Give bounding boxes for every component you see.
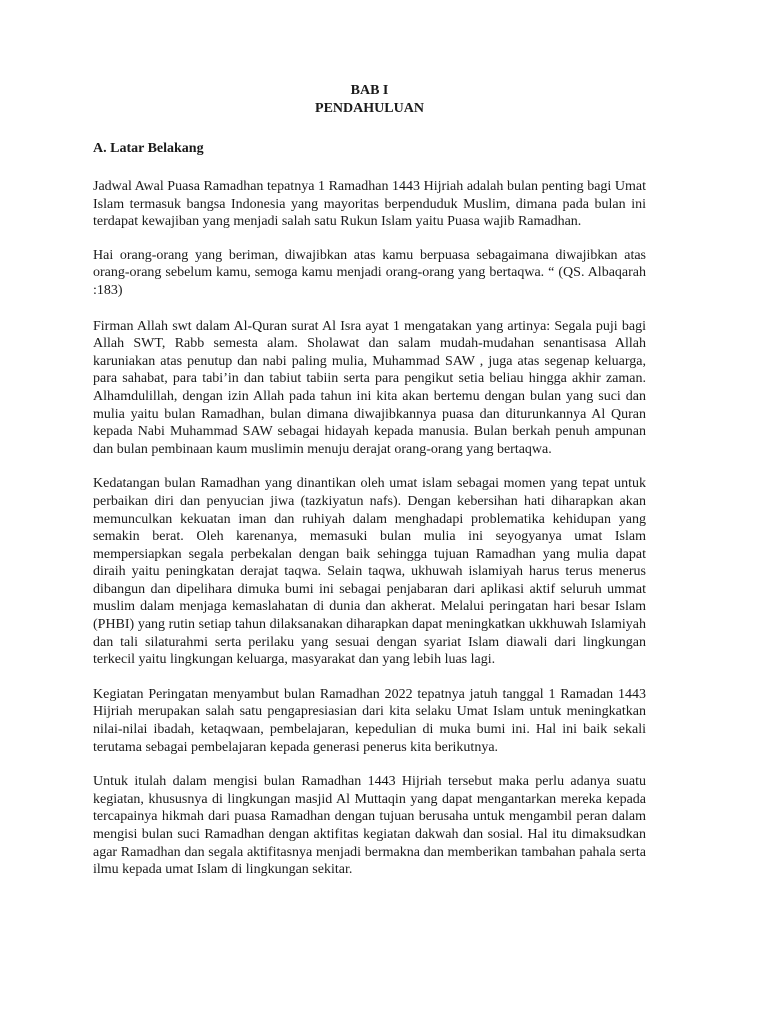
section-title: A. Latar Belakang [93,141,204,156]
paragraph-2: Hai orang-orang yang beriman, diwajibkan atas kamu berpuasa sebagaimana diwajibkan atas orang-orang sebelum kamu, semoga kamu menjadi orang-orang yang bertaqwa. “ (QS. Albaqarah :183) [93,247,646,298]
chapter-title: PENDAHULUAN [315,101,424,116]
paragraph-4: Kedatangan bulan Ramadhan yang dinantikan oleh umat islam sebagai momen yang tepat untuk perbaikan diri dan penyucian jiwa (tazkiyatun nafs). Dengan kebersihan hati diharapkan akan memunculkan kekuatan iman dan ruhiyah dalam menghadapi problematika kehidupan yang semakin berat. Oleh karenanya, memasuki bulan mulia ini seyogyanya umat Islam mempersiapkan segala perbekalan dengan baik sehingga tujuan Ramadhan yang mulia dapat diraih yaitu peningkatan derajat taqwa. Selain taqwa, ukhuwah islamiyah harus terus menerus dibangun dan dipelihara dimuka bumi ini sebagai penjabaran dari aplikasi aktif seluruh ummat muslim dalam menjaga kemaslahatan di dunia dan akherat. Melalui peringatan hari besar Islam (PHBI) yang rutin setiap tahun dilaksanakan diharapkan dapat meningkatkan ukkhuwah Islamiyah dan tali silaturahmi serta perilaku yang sesuai dengan syariat Islam diawali dari lingkungan terkecil yaitu lingkungan keluarga, masyarakat dan yang lebih luas lagi. [93,476,646,668]
paragraph-6: Untuk itulah dalam mengisi bulan Ramadhan 1443 Hijriah tersebut maka perlu adanya suatu kegiatan, khususnya di lingkungan masjid Al Muttaqin yang dapat mengantarkan mereka kepada tercapainya hikmah dari puasa Ramadhan dengan tujuan berusaha untuk mengambil peran dalam mengisi bulan suci Ramadhan dengan aktifitas kegiatan dakwah dan sosial. Hal itu dimaksudkan agar Ramadhan dan segala aktifitasnya menjadi bermakna dan memberikan tambahan pahala serta ilmu kepada umat Islam di lingkungan sekitar. [93,774,646,878]
paragraph-5: Kegiatan Peringatan menyambut bulan Ramadhan 2022 tepatnya jatuh tanggal 1 Ramadan 1443 Hijriah merupakan salah satu pengapresiasian dari kita selaku Umat Islam untuk meningkatkan nilai-nilai ibadah, ketaqwaan, pembelajaran, kepedulian di muka bumi ini. Hal ini baik sekali terutama sebagai pembelajaran kepada generasi penerus kita berikutnya. [93,686,646,755]
chapter-number: BAB I [350,83,389,98]
document-page [93,82,646,879]
paragraph-1: Jadwal Awal Puasa Ramadhan tepatnya 1 Ramadhan 1443 Hijriah adalah bulan penting bagi Umat Islam termasuk bangsa Indonesia yang mayoritas berpenduduk Muslim, dimana pada bulan ini terdapat kewajiban yang menjadi salah satu Rukun Islam yaitu Puasa wajib Ramadhan. [93,179,646,230]
paragraph-3: Firman Allah swt dalam Al-Quran surat Al Isra ayat 1 mengatakan yang artinya: Segala puji bagi Allah SWT, Rabb semesta alam. Sholawat dan salam mudah-mudahan senantisasa Allah karuniakan atas penutup dan nabi paling mulia, Muhammad SAW , juga atas segenap keluarga, para sahabat, para tabi’in dan tabiut tabiin serta para pengikut setia beliau hingga akhir zaman. Alhamdulillah, dengan izin Allah pada tahun ini kita akan bertemu dengan bulan yang suci dan mulia yaitu bulan Ramadhan, bulan dimana diwajibkannya puasa dan diturunkannya Al Quran kepada Nabi Muhammad SAW sebagai hidayah kepada manusia. Bulan berkah penuh ampunan dan bulan pembinaan kaum muslimin menuju derajat orang-orang yang bertaqwa. [93,318,646,457]
